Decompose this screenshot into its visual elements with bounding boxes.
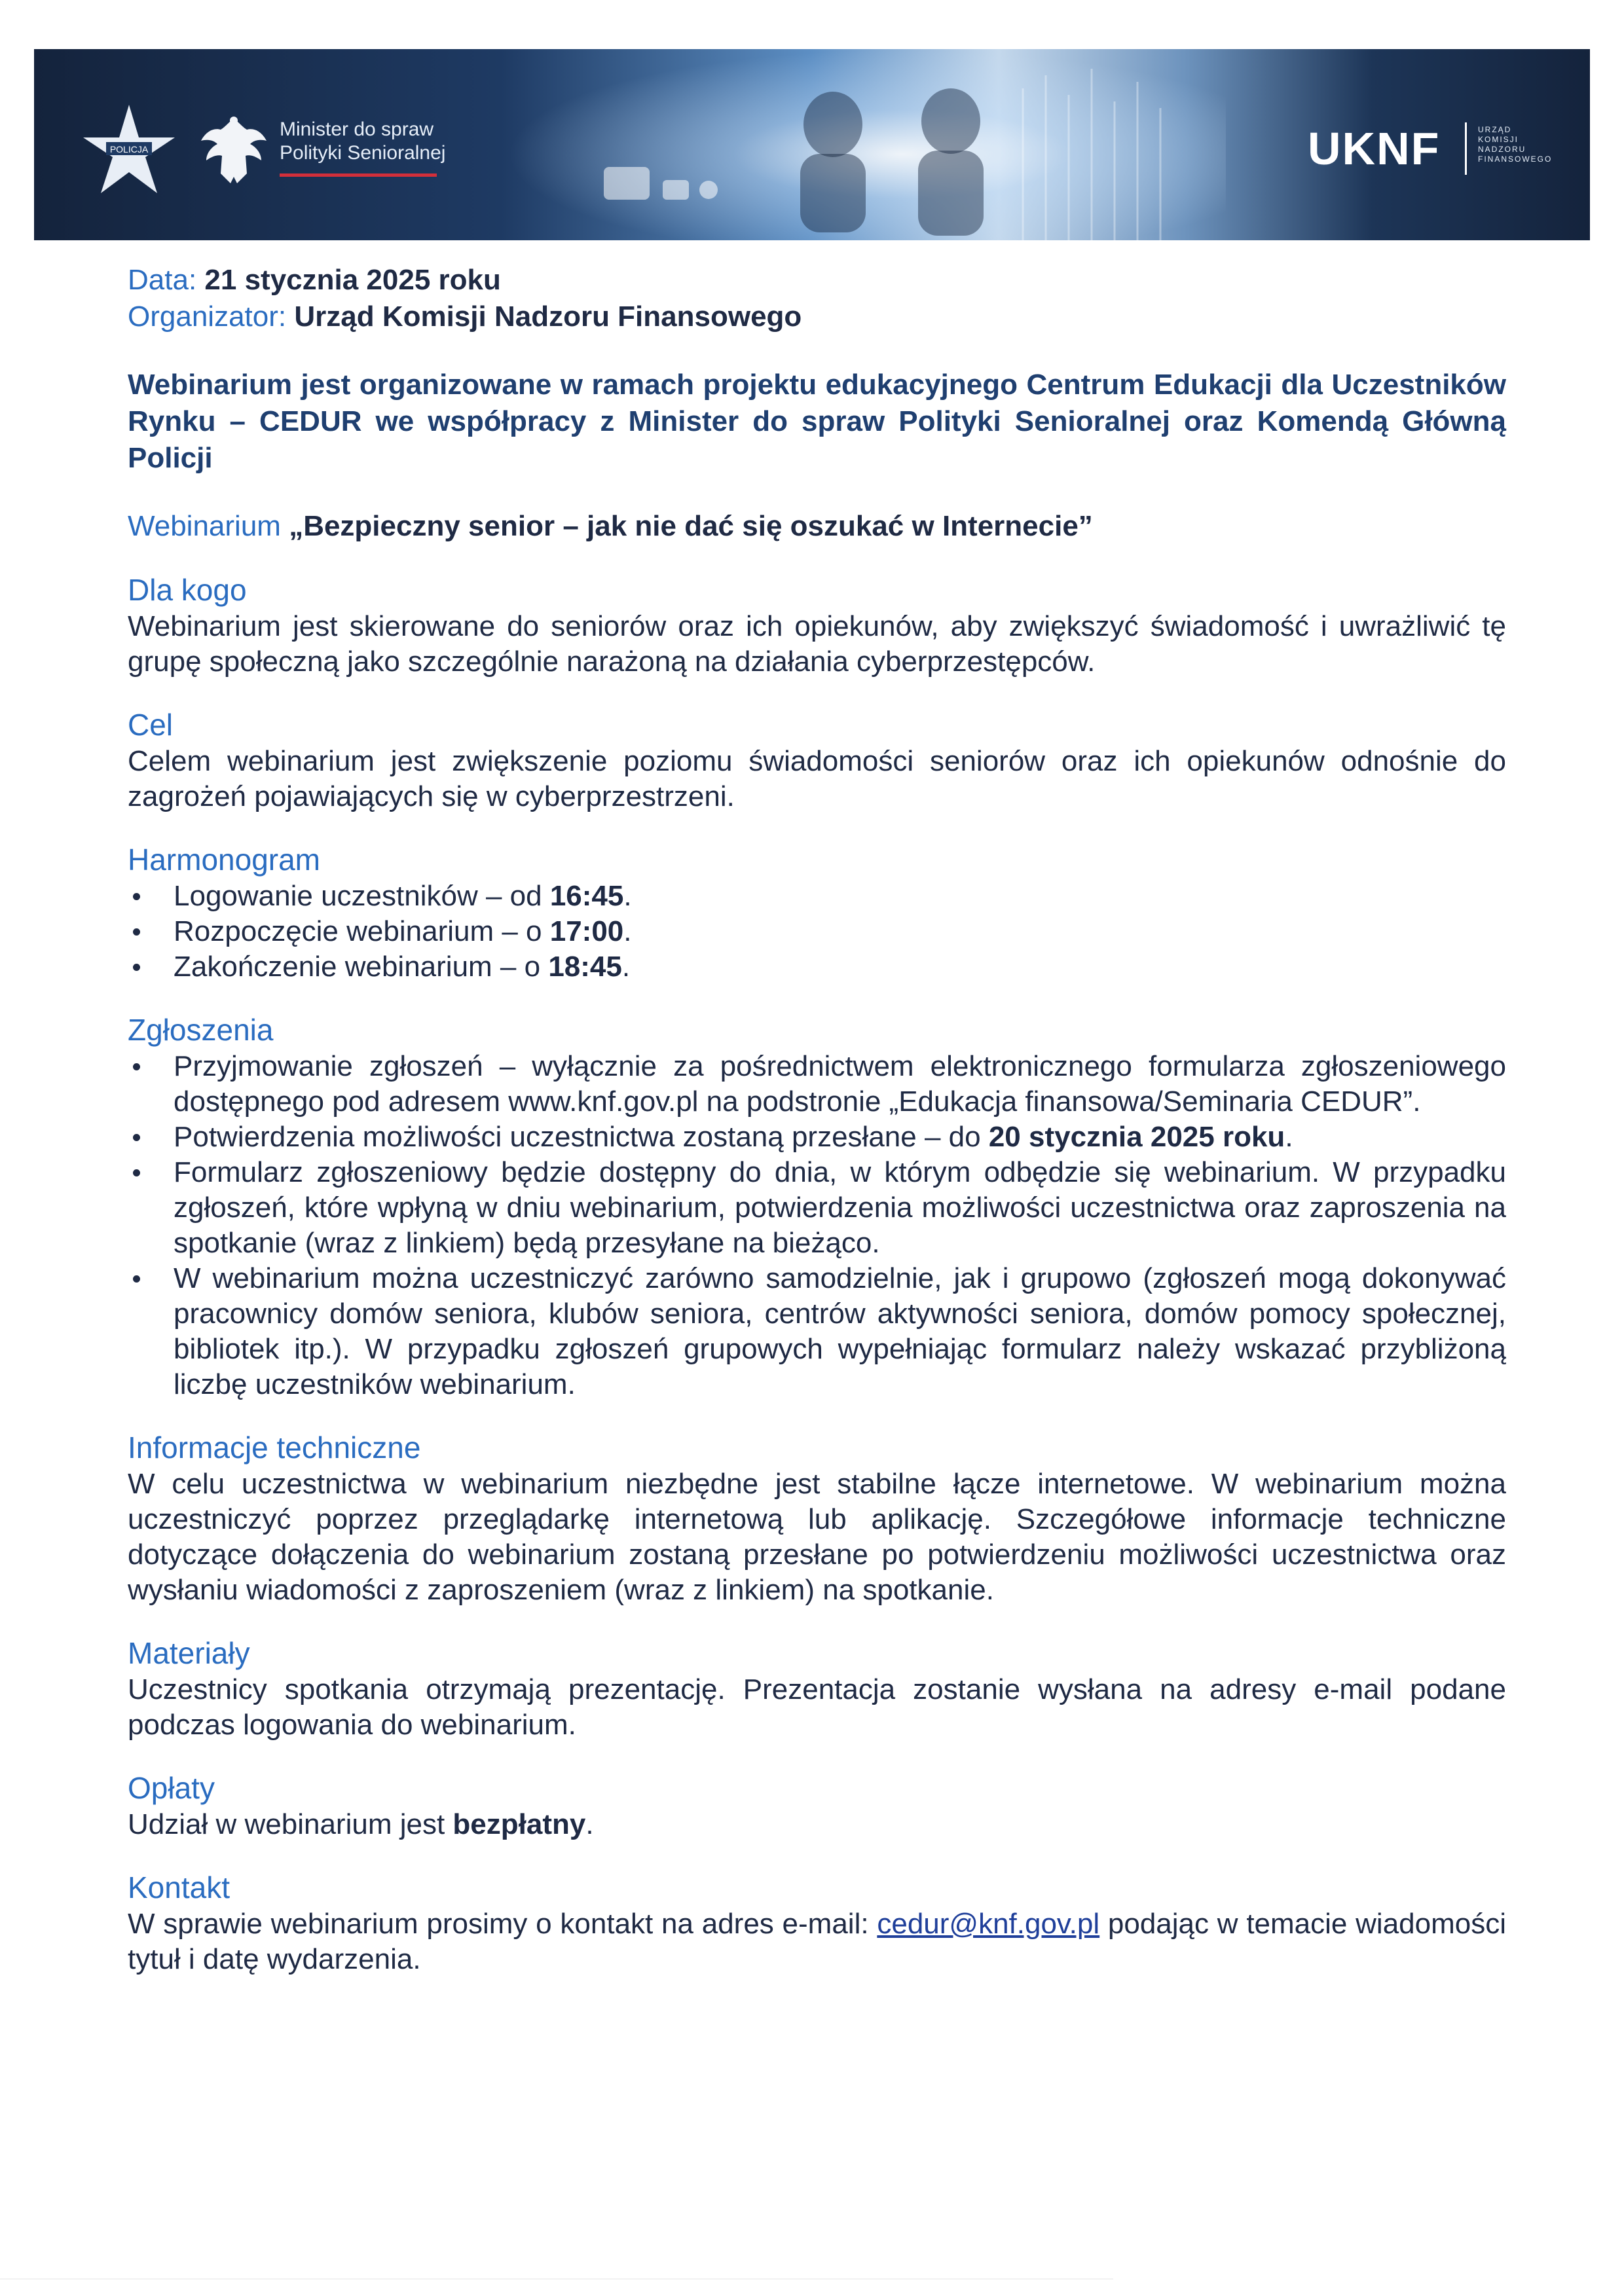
contact-text-end: podając w temacie wiadomości tytuł i datę wydarzenia. [128, 1908, 1507, 1975]
schedule-item-time: 16:45 [549, 880, 624, 912]
header-banner [34, 49, 1590, 240]
date-row [128, 262, 1506, 299]
registration-item-1: Przyjmowanie zgłoszeń – wyłącznie za pośrednictwem elektronicznego formularza zgłoszeniowego dostępnego pod adresem www.knf.gov.pl na podstronie „Edukacja finansowa/Seminaria CEDUR”. [174, 1050, 1506, 1118]
section-text-goal: Celem webinarium jest zwiększenie poziomu świadomości seniorów oraz ich opiekunów odnośnie do zagrożeń pojawiających się w cyberprzestrzeni. [128, 745, 1506, 812]
registration-list [128, 1049, 1506, 1402]
list-item [128, 1261, 1506, 1402]
organizer-row [128, 299, 1506, 335]
contact-text: W sprawie webinarium prosimy o kontakt na adres e-mail: [128, 1908, 877, 1940]
schedule-item-text: Logowanie uczestników – od [174, 880, 550, 912]
uknf-sub-line-4: FINANSOWEGO [1478, 155, 1553, 164]
list-item [128, 914, 1506, 949]
minister-red-underline [280, 173, 437, 177]
police-star-logo [80, 101, 178, 200]
page-bottom-line [0, 2278, 1113, 2280]
bullet-icon [133, 1063, 140, 1070]
list-item [128, 1155, 1506, 1261]
section-text-for-whom: Webinarium jest skierowane do seniorów oraz ich opiekunów, aby zwiększyć świadomość i uwrażliwić tę grupę społeczną jako szczególnie narażoną na działania cyberprzestępców. [128, 610, 1506, 678]
section-text-materials: Uczestnicy spotkania otrzymają prezentację. Prezentacja zostanie wysłana na adresy e-mail podane podczas logowania do webinarium. [128, 1673, 1506, 1741]
fees-free: bezpłatny [452, 1808, 586, 1840]
organizer-value: Urząd Komisji Nadzoru Finansowego [294, 301, 802, 333]
fees-text: Udział w webinarium jest [128, 1808, 453, 1840]
schedule-item-end: . [621, 951, 631, 983]
section-heading-materials: Materiały [128, 1636, 250, 1670]
list-item [128, 879, 1506, 914]
bullet-icon [133, 1169, 140, 1176]
polish-eagle-emblem [194, 111, 273, 190]
schedule-item-text: Zakończenie webinarium – o [174, 951, 549, 983]
section-heading-fees: Opłaty [128, 1771, 215, 1805]
contact-email-link[interactable]: cedur@knf.gov.pl [877, 1908, 1100, 1940]
list-item [128, 949, 1506, 985]
uknf-sub-line-3: NADZORU [1478, 145, 1526, 154]
bullet-icon [133, 928, 140, 936]
webinar-title-value: „Bezpieczny senior – jak nie dać się oszukać w Internecie” [289, 510, 1093, 542]
bullet-icon [133, 893, 140, 900]
fees-end: . [585, 1808, 594, 1840]
section-heading-schedule: Harmonogram [128, 843, 320, 877]
webinar-title-label: Webinarium [128, 510, 281, 542]
uknf-subtitle [1478, 125, 1583, 164]
registration-item-2-text: Potwierdzenia możliwości uczestnictwa zostaną przesłane – do [174, 1121, 989, 1153]
section-text-fees [128, 1807, 1506, 1842]
registration-item-3: Formularz zgłoszeniowy będzie dostępny do dnia, w którym odbędzie się webinarium. W przypadku zgłoszeń, które wpłyną w dniu webinarium, potwierdzenia możliwości uczestnictwa oraz zaproszenia na spotkanie (wraz z linkiem) będą przesyłane na bieżąco. [174, 1156, 1506, 1259]
uknf-sub-line-2: KOMISJI [1478, 135, 1519, 144]
organizer-label: Organizator: [128, 301, 287, 333]
uknf-separator [1465, 122, 1467, 175]
uknf-logo: UKNF [1308, 123, 1441, 174]
bullet-icon [133, 1275, 140, 1283]
schedule-item-end: . [623, 915, 632, 947]
section-heading-for-whom: Dla kogo [128, 573, 247, 607]
section-text-technical: W celu uczestnictwa w webinarium niezbędne jest stabilne łącze internetowe. W webinarium można uczestniczyć poprzez przeglądarkę internetową lub aplikację. Szczegółowe informacje techniczne dotyczące dołączenia do webinarium zostaną przesłane po potwierdzeniu możliwości uczestnictwa oraz wysłaniu wiadomości z zaproszeniem (wraz z linkiem) na spotkanie. [128, 1468, 1506, 1606]
registration-item-2-end: . [1285, 1121, 1293, 1153]
registration-deadline: 20 stycznia 2025 roku [988, 1121, 1285, 1153]
schedule-item-time: 18:45 [548, 951, 622, 983]
section-heading-contact: Kontakt [128, 1870, 230, 1904]
minister-name [280, 118, 515, 165]
section-heading-registration: Zgłoszenia [128, 1013, 274, 1047]
schedule-item-end: . [623, 880, 632, 912]
list-item [128, 1049, 1506, 1120]
minister-line-1: Minister do spraw [280, 118, 434, 140]
police-label: POLICJA [109, 144, 149, 155]
date-label: Data: [128, 264, 197, 296]
schedule-list [128, 879, 1506, 985]
intro-paragraph: Webinarium jest organizowane w ramach projektu edukacyjnego Centrum Edukacji dla Uczestników Rynku – CEDUR we współpracy z Minister do spraw Polityki Senioralnej oraz Komendą Główną Policji [128, 369, 1506, 474]
uknf-sub-line-1: URZĄD [1478, 125, 1512, 134]
bullet-icon [133, 1134, 140, 1141]
section-heading-goal: Cel [128, 708, 174, 742]
bullet-icon [133, 964, 140, 971]
document-body [128, 262, 1506, 1977]
date-value: 21 stycznia 2025 roku [204, 264, 501, 296]
schedule-item-time: 17:00 [549, 915, 624, 947]
schedule-item-text: Rozpoczęcie webinarium – o [174, 915, 550, 947]
minister-line-2: Polityki Senioralnej [280, 142, 446, 164]
list-item [128, 1120, 1506, 1155]
webinar-title [128, 508, 1506, 545]
registration-item-4: W webinarium można uczestniczyć zarówno samodzielnie, jak i grupowo (zgłoszeń mogą dokonywać pracownicy domów seniora, klubów seniora, centrów aktywności seniora, domów pomocy społecznej, bibliotek itp.). W przypadku zgłoszeń grupowych wypełniając formularz należy wskazać przybliżoną liczbę uczestników webinarium. [174, 1262, 1506, 1400]
section-text-contact [128, 1906, 1506, 1977]
section-heading-technical: Informacje techniczne [128, 1430, 421, 1465]
